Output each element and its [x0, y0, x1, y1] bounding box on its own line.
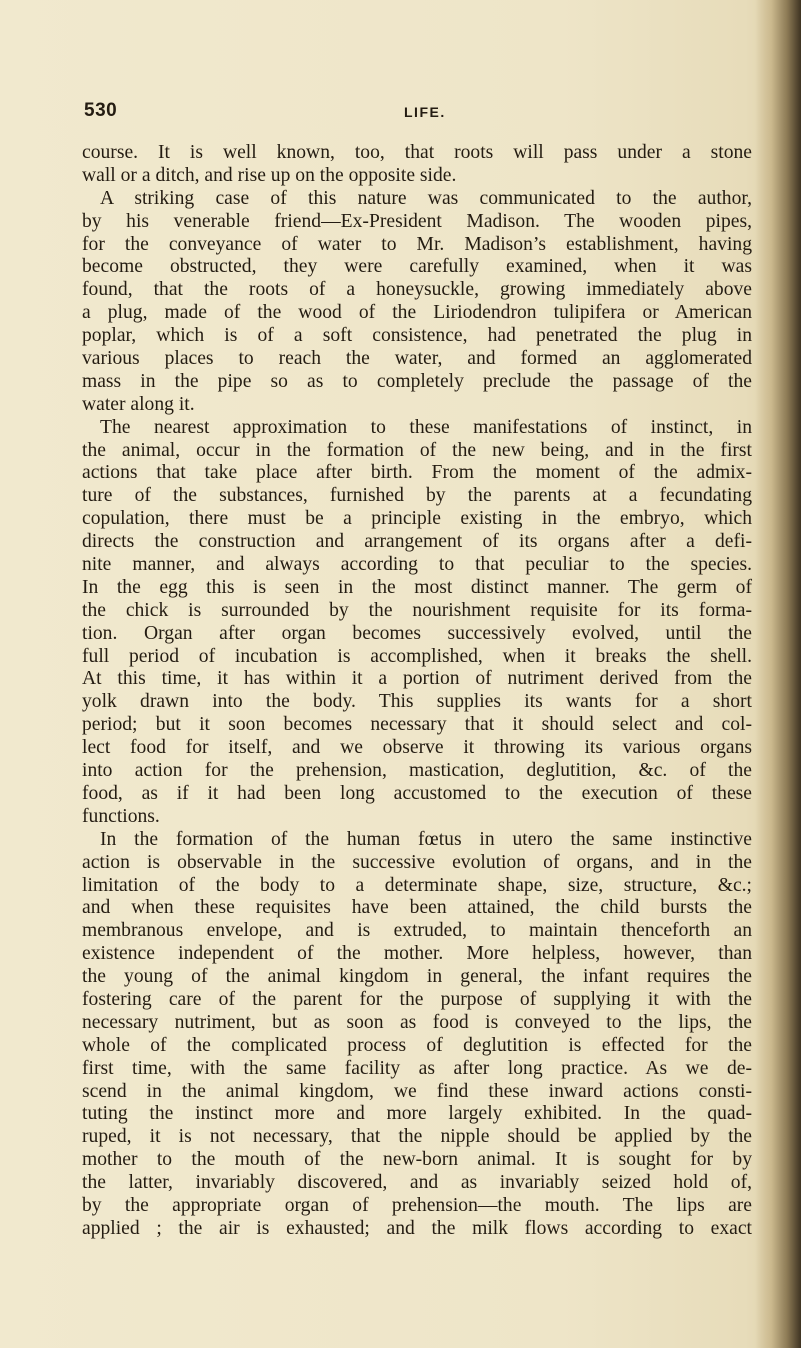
text-line: membranous envelope, and is extruded, to maintain thenceforth an — [82, 920, 752, 942]
text-line: wall or a ditch, and rise up on the opposite side. — [82, 164, 457, 186]
text-line: the chick is surrounded by the nourishment requisite for its forma- — [82, 599, 752, 621]
text-line: by the appropriate organ of prehension—the mouth. The lips are — [82, 1194, 752, 1216]
text-line: existence independent of the mother. More helpless, however, than — [82, 943, 752, 965]
running-head: LIFE. — [404, 104, 446, 120]
text-line: first time, with the same facility as after long practice. As we de- — [82, 1057, 752, 1079]
text-line: In the formation of the human fœtus in utero the same instinctive — [100, 828, 752, 850]
text-line: applied ; the air is exhausted; and the milk flows according to exact — [82, 1217, 752, 1239]
text-line: food, as if it had been long accustomed to the execution of these — [82, 782, 752, 804]
text-line: At this time, it has within it a portion of nutriment derived from the — [82, 668, 752, 690]
text-line: and when these requisites have been attained, the child bursts the — [82, 897, 752, 919]
text-line: copulation, there must be a principle existing in the embryo, which — [82, 508, 752, 530]
text-line: poplar, which is of a soft consistence, had penetrated the plug in — [82, 325, 752, 347]
text-line: whole of the complicated process of deglutition is effected for the — [82, 1034, 752, 1056]
text-line: necessary nutriment, but as soon as food is conveyed to the lips, the — [82, 1011, 752, 1033]
text-line: full period of incubation is accomplished, when it breaks the shell. — [82, 645, 752, 667]
text-line: ruped, it is not necessary, that the nipple should be applied by the — [82, 1126, 752, 1148]
text-line: period; but it soon becomes necessary that it should select and col- — [82, 714, 752, 736]
text-line: mass in the pipe so as to completely preclude the passage of the — [82, 370, 752, 392]
body-text — [82, 142, 752, 1241]
text-line: tuting the instinct more and more largely exhibited. In the quad- — [82, 1103, 752, 1125]
text-line: directs the construction and arrangement of its organs after a defi- — [82, 531, 752, 553]
text-line: found, that the roots of a honeysuckle, growing immediately above — [82, 279, 752, 301]
text-line: The nearest approximation to these manifestations of instinct, in — [100, 416, 752, 438]
page-edge-shadow — [755, 0, 801, 1348]
text-line: tion. Organ after organ becomes successively evolved, until the — [82, 622, 752, 644]
text-line: mother to the mouth of the new-born animal. It is sought for by — [82, 1149, 752, 1171]
text-line: actions that take place after birth. From the moment of the admix- — [82, 462, 752, 484]
text-line: In the egg this is seen in the most distinct manner. The germ of — [82, 576, 752, 598]
text-line: by his venerable friend—Ex-President Madison. The wooden pipes, — [82, 210, 752, 232]
text-line: A striking case of this nature was communicated to the author, — [100, 187, 752, 209]
text-line: course. It is well known, too, that roots will pass under a stone — [82, 142, 752, 163]
page-number: 530 — [84, 100, 118, 121]
text-line: the latter, invariably discovered, and as invariably seized hold of, — [82, 1172, 752, 1194]
text-line: for the conveyance of water to Mr. Madison’s establishment, having — [82, 233, 752, 255]
text-line: scend in the animal kingdom, we find these inward actions consti- — [82, 1080, 752, 1102]
text-line: yolk drawn into the body. This supplies its wants for a short — [82, 691, 752, 713]
text-line: various places to reach the water, and formed an agglomerated — [82, 348, 752, 370]
text-line: become obstructed, they were carefully examined, when it was — [82, 256, 752, 278]
text-line: fostering care of the parent for the purpose of supplying it with the — [82, 988, 752, 1010]
text-line: a plug, made of the wood of the Liriodendron tulipifera or American — [82, 302, 752, 324]
text-line: functions. — [82, 805, 160, 827]
text-line: the animal, occur in the formation of the new being, and in the first — [82, 439, 752, 461]
text-line: nite manner, and always according to that peculiar to the species. — [82, 554, 752, 576]
text-line: the young of the animal kingdom in general, the infant requires the — [82, 966, 752, 988]
text-line: action is observable in the successive evolution of organs, and in the — [82, 851, 752, 873]
text-line: into action for the prehension, mastication, deglutition, &c. of the — [82, 760, 752, 782]
text-line: lect food for itself, and we observe it throwing its various organs — [82, 737, 752, 759]
page-header — [84, 100, 744, 124]
text-line: limitation of the body to a determinate shape, size, structure, &c.; — [82, 874, 752, 896]
text-line: ture of the substances, furnished by the parents at a fecundating — [82, 485, 752, 507]
text-line: water along it. — [82, 393, 195, 415]
